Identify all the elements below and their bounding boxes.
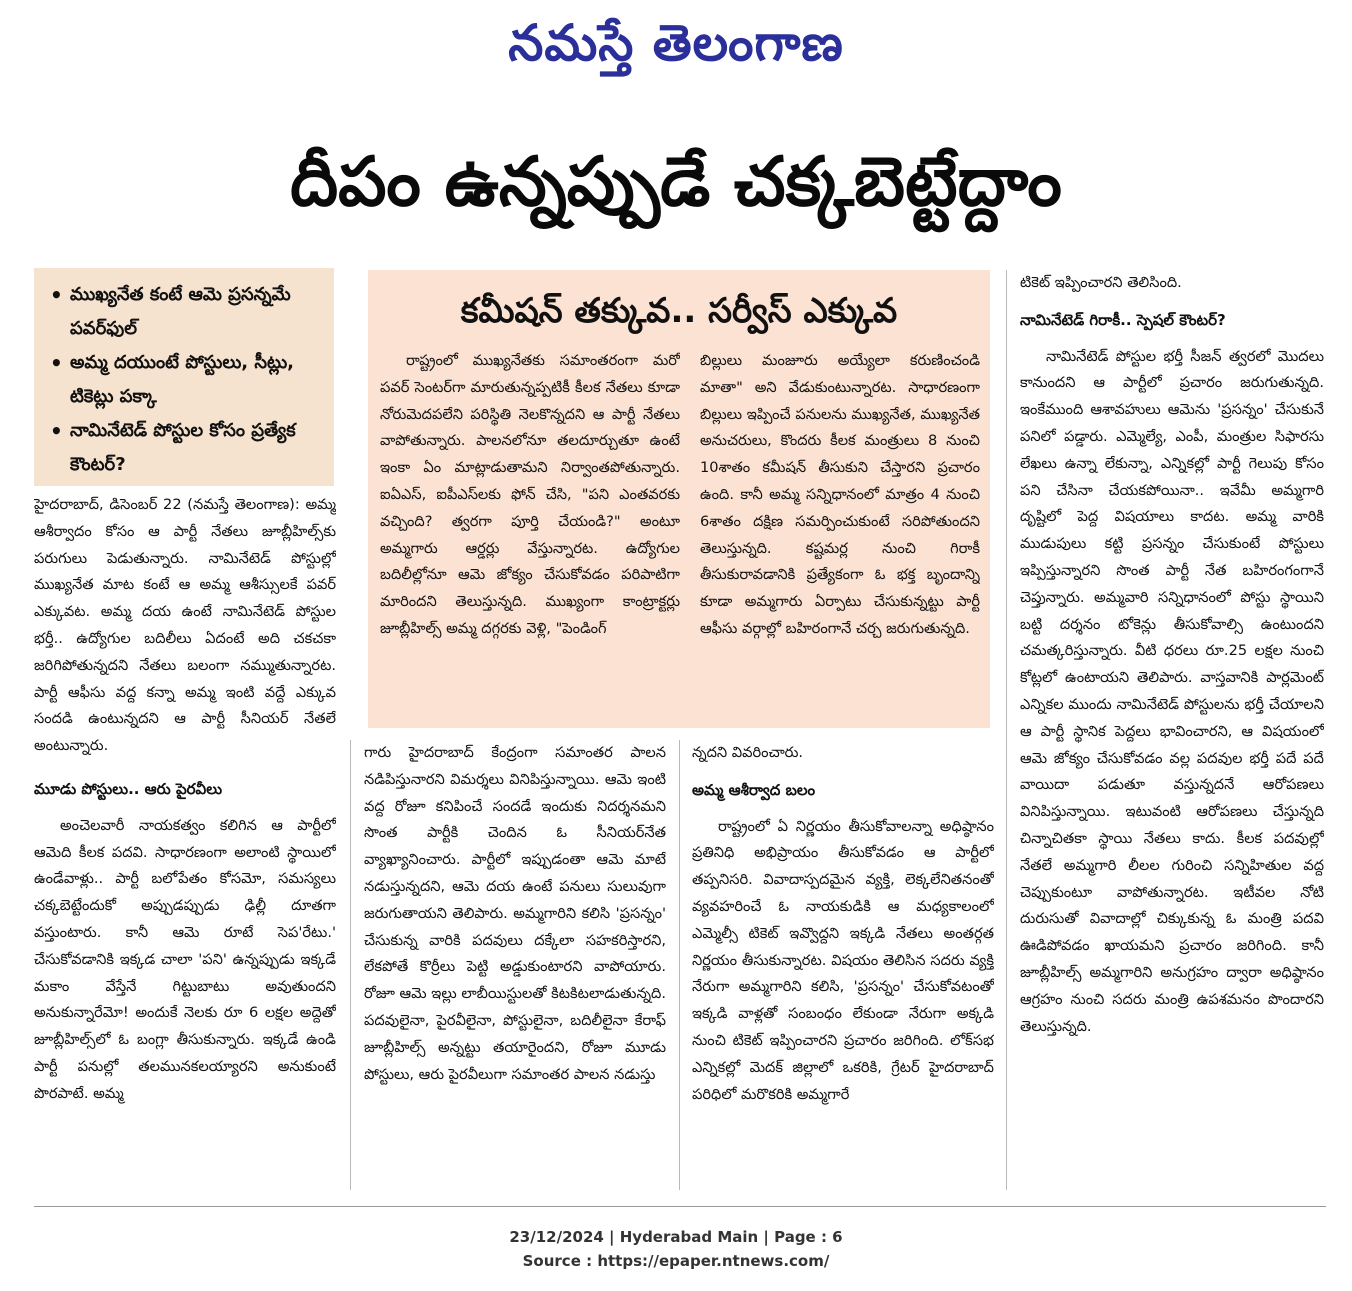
highlights-box (34, 268, 334, 486)
column-divider (679, 740, 680, 1190)
article-column-1 (34, 492, 336, 1192)
article-paragraph: న్నదని వివరించారు. (692, 744, 804, 761)
article-paragraph: గారు హైదరాబాద్ కేంద్రంగా సమాంతర పాలన నడిపిస్తునారని విమర్శలు వినిపిస్తున్నాయి. ఆమె ఇంటి వద్ద రోజూ కనిపించే సందడే ఇందుకు నిదర్శనమని సొంత పార్టీకి చెందిన ఓ సీనియర్‌నేత వ్యాఖ్యానించారు. పార్టీలో ఇప్పుడంతా ఆమె మాటే నడుస్తున్నదని, ఆమె దయ ఉంటే పనులు సులువుగా జరుగుతాయని తెలిపారు. అమ్మగారిని కలిసి 'ప్రసన్నం' చేసుకున్న వారికి పదవులు దక్కేలా సహకరిస్తారని, లేకపోతే కొర్రీలు పెట్టి అడ్డుకుంటారని వాపోయారు. రోజూ ఆమె ఇల్లు లాబీయిస్టులతో కిటకిటలాడుతున్నది. పదవులైనా, పైరవీలైనా, పోస్టులైనా, బదిలీలైనా కేరాఫ్ జూబ్లీహిల్స్ అన్నట్టు తయారైందని, రోజూ మూడు పోస్టులు, ఆరు పైరవీలుగా సమాంతర పాలన నడుస్తు (364, 744, 666, 1083)
footer-divider (34, 1206, 1326, 1207)
article-paragraph: రాష్ట్రంలో ఏ నిర్ణయం తీసుకోవాలన్నా అధిష్ఠానం ప్రతినిధి అభిప్రాయం తీసుకోవడం ఆ పార్టీలో తప్పనిసరి. వివాదాస్పదమైన వ్యక్తి, లెక్కలేనితనంతో వ్యవహరించే ఓ నాయకుడికి ఆ మధ్యకాలంలో ఎమ్మెల్సీ టికెట్ ఇవ్వొద్దని ఇక్కడి నేతలు అంతర్గత నిర్ణయం తీసుకున్నారట. విషయం తెలిసిన సదరు వ్యక్తి నేరుగా అమ్మగారిని కలిసి, 'ప్రసన్నం' చేసుకోవటంతో ఇక్కడి వాళ్లతో సంబంధం లేకుండా నేరుగా అక్కడి నుంచి టికెట్ ఇప్పించారని ప్రచారం జరిగింది. లోక్‌సభ ఎన్నికల్లో మెదక్ జిల్లాలో ఒకరికి, గ్రేటర్ హైదరాబాద్ పరిధిలో మరొకరికి అమ్మగారే (692, 817, 994, 1103)
column-divider (350, 740, 351, 1190)
sidebar-box-right-column (700, 348, 980, 718)
highlight-item: • ముఖ్యనేత కంటే ఆమె ప్రసన్నమే పవర్‌ఫుల్ (48, 278, 328, 346)
article-paragraph: నామినేటెడ్ పోస్టుల భర్తీ సీజన్ త్వరలో మొదలు కానుందని ఆ పార్టీలో ప్రచారం జరుగుతున్నది. ఇంకేముంది ఆశావహులు ఆమెను 'ప్రసన్నం' చేసుకునే పనిలో పడ్డారు. ఎమ్మెల్యే, ఎంపీ, మంత్రుల సిఫారసు లేఖలు ఉన్నా లేకున్నా, ఎన్నికల్లో పార్టీ గెలుపు కోసం పని చేసినా చేయకపోయినా.. ఇవేమీ అమ్మగారి దృష్టిలో పెద్ద విషయాలు కాదట. అమ్మ వారికి ముడుపులు కట్టి ప్రసన్నం చేసుకుంటే పోస్టులు ఇప్పిస్తున్నారని సొంత పార్టీ నేత బహిరంగంగానే చెప్తున్నారు. అమ్మవారి సన్నిధానంలో పోస్టు స్థాయిని బట్టి దర్శనం టోకెన్లు తీసుకోవాల్సి ఉంటుందని చమత్కరిస్తున్నారు. వీటి ధరలు రూ.25 లక్షల నుంచి కోట్లలో ఉంటాయని తెలిపారు. వాస్తవానికి పార్లమెంట్ ఎన్నికల ముందు నామినేటెడ్ పోస్టులను భర్తీ చేయాలని ఆ పార్టీ స్థానిక పెద్దలు భావించారని, ఆ విషయంలో ఆమె జోక్యం చేసుకోవడం వల్ల పదవుల భర్తీ పదే పదే వాయిదా పడుతూ వస్తున్నదనే ఆరోపణలు వినిపిస్తున్నాయి. ఇటువంటి ఆరోపణలు చేస్తున్నది చిన్నాచితకా స్థాయి నేతలు కాదు. కీలక పదవుల్లో నేతలే అమ్మగారి లీలల గురించి సన్నిహితుల వద్ద చెప్పుకుంటూ వాపోతున్నారట. ఇటీవల నోటి దురుసుతో వివాదాల్లో చిక్కుకున్న ఓ మంత్రి పదవి ఊడిపోవడం ఖాయమని ప్రచారం జరిగింది. కానీ జూబ్లీహిల్స్ అమ్మగారిని అనుగ్రహం ద్వారా అధిష్ఠానం ఆగ్రహం నుంచి సదరు మంత్రి ఉపశమనం పొందారని తెలుస్తున్నది. (1020, 347, 1324, 1035)
article-paragraph: టికెట్ ఇప్పించారని తెలిసింది. (1020, 274, 1182, 291)
article-paragraph: అంచెలవారీ నాయకత్వం కలిగిన ఆ పార్టీలో ఆమెది కీలక పదవి. సాధారణంగా అలాంటి స్థాయిలో ఉండేవాళ్లు.. పార్టీ బలోపేతం కోసమో, సమస్యలు చక్కబెట్టేందుకో అప్పుడప్పుడు ఢిల్లీ దూతగా వస్తుంటారు. కానీ ఆమె రూటే సెప'రేటు.' చేసుకోవడానికి ఇక్కడ చాలా 'పని' ఉన్నప్పుడు ఇక్కడే మకాం వేస్తేనే గిట్టుబాటు అవుతుందని అనుకున్నారేమో! అందుకే నెలకు రూ 6 లక్షల అద్దెతో జూబ్లీహిల్స్‌లో ఓ బంగ్లా తీసుకున్నారు. ఇక్కడే ఉండి పార్టీ పనుల్లో తలమునకలయ్యారని అనుకుంటే పొరపాటే. అమ్మ (34, 816, 336, 1102)
article-dateline-paragraph: హైదరాబాద్, డిసెంబర్ 22 (నమస్తే తెలంగాణ): అమ్మ ఆశీర్వాదం కోసం ఆ పార్టీ నేతలు జూబ్లీహిల్స్‌కు పరుగులు పెడుతున్నారు. నామినేటెడ్ పోస్టుల్లో ముఖ్యనేత మాట కంటే ఆ అమ్మ ఆశీస్సులకే పవర్ ఎక్కువట. అమ్మ దయ ఉంటే నామినేటెడ్ పోస్టుల భర్తీ.. ఉద్యోగుల బదిలీలు ఏదంటే అది చకచకా జరిగిపోతున్నదని నేతలు బలంగా నమ్ముతున్నారట. పార్టీ ఆఫీసు వద్ద కన్నా అమ్మ ఇంటి వద్దే ఎక్కువ సందడి ఉంటున్నదని ఆ పార్టీ సీనియర్ నేతలే అంటున్నారు. (34, 496, 336, 755)
footer-date-edition: 23/12/2024 | Hyderabad Main | Page : 6 (509, 1228, 843, 1246)
footer-source: Source : https://epaper.ntnews.com/ (522, 1252, 830, 1270)
masthead-logo: నమస్తే తెలంగాణ (508, 14, 844, 72)
sidebar-box-left-text: రాష్ట్రంలో ముఖ్యనేతకు సమాంతరంగా మరో పవర్ సెంటర్‌గా మారుతున్నప్పటికీ కీలక నేతలు కూడా నోరుమెదపలేని పరిస్థితి నెలకొన్నదని ఆ పార్టీ నేతలు వాపోతున్నారు. పాలనలోనూ తలదూర్చుతూ ఉంటే ఇంకా ఏం మాట్లాడుతామని నిర్వాంతపోతున్నారు. ఐఏఎస్, ఐపీఎస్‌లకు ఫోన్ చేసి, "పని ఎంతవరకు వచ్చింది? త్వరగా పూర్తి చేయండి?" అంటూ అమ్మగారు ఆర్డర్లు వేస్తున్నారట. ఉద్యోగుల బదిలీల్లోనూ ఆమె జోక్యం చేసుకోవడం పరిపాటిగా మారిందని తెలుస్తున్నది. ముఖ్యంగా కాంట్రాక్టర్లు జూబ్లీహిల్స్ అమ్మ దగ్గరకు వెళ్లి, "పెండింగ్ (380, 352, 680, 637)
headline: దీపం ఉన్నప్పుడే చక్కబెట్టేద్దాం (290, 143, 1062, 222)
sidebar-box-right-text: బిల్లులు మంజూరు అయ్యేలా కరుణించండి మాతా" అని వేడుకుంటున్నారట. సాధారణంగా బిల్లులు ఇప్పించే పనులను ముఖ్యనేత, ముఖ్యనేత అనుచరులు, కొందరు కీలక మంత్రులు 8 నుంచి 10శాతం కమీషన్ తీసుకుని చేస్తారని ప్రచారం ఉంది. కానీ అమ్మ సన్నిధానంలో మాత్రం 4 నుంచి 6శాతం దక్షిణ సమర్పించుకుంటే సరిపోతుందని తెలుస్తున్నది. కష్టమర్ల నుంచి గిరాకీ తీసుకురావడానికి ప్రత్యేకంగా ఓ భక్త బృందాన్ని కూడా అమ్మగారు ఏర్పాటు చేసుకున్నట్టు పార్టీ ఆఫీసు వర్గాల్లో బహిరంగానే చర్చ జరుగుతున్నది. (700, 352, 980, 637)
article-column-4 (1020, 270, 1324, 1190)
subheading-three-posts: మూడు పోస్టులు.. ఆరు పైరవీలు (34, 779, 223, 798)
article-column-3 (692, 740, 994, 1192)
column-divider (1006, 270, 1007, 1190)
article-column-2 (364, 740, 666, 1192)
highlight-item: • నామినేటెడ్ పోస్టుల కోసం ప్రత్యేక కౌంటర్? (48, 414, 328, 482)
subheading-blessing: అమ్మ ఆశీర్వాద బలం (692, 780, 816, 799)
subheading-special-counter: నామినేటెడ్ గిరాకీ.. స్పెషల్ కౌంటర్? (1020, 310, 1226, 329)
sidebar-box-title: కమీషన్ తక్కువ.. సర్వీస్ ఎక్కువ (460, 291, 898, 331)
sidebar-box-left-column (380, 348, 680, 718)
highlight-item: • అమ్మ దయుంటే పోస్టులు, సీట్లు, టికెట్లు పక్కా (48, 346, 328, 414)
